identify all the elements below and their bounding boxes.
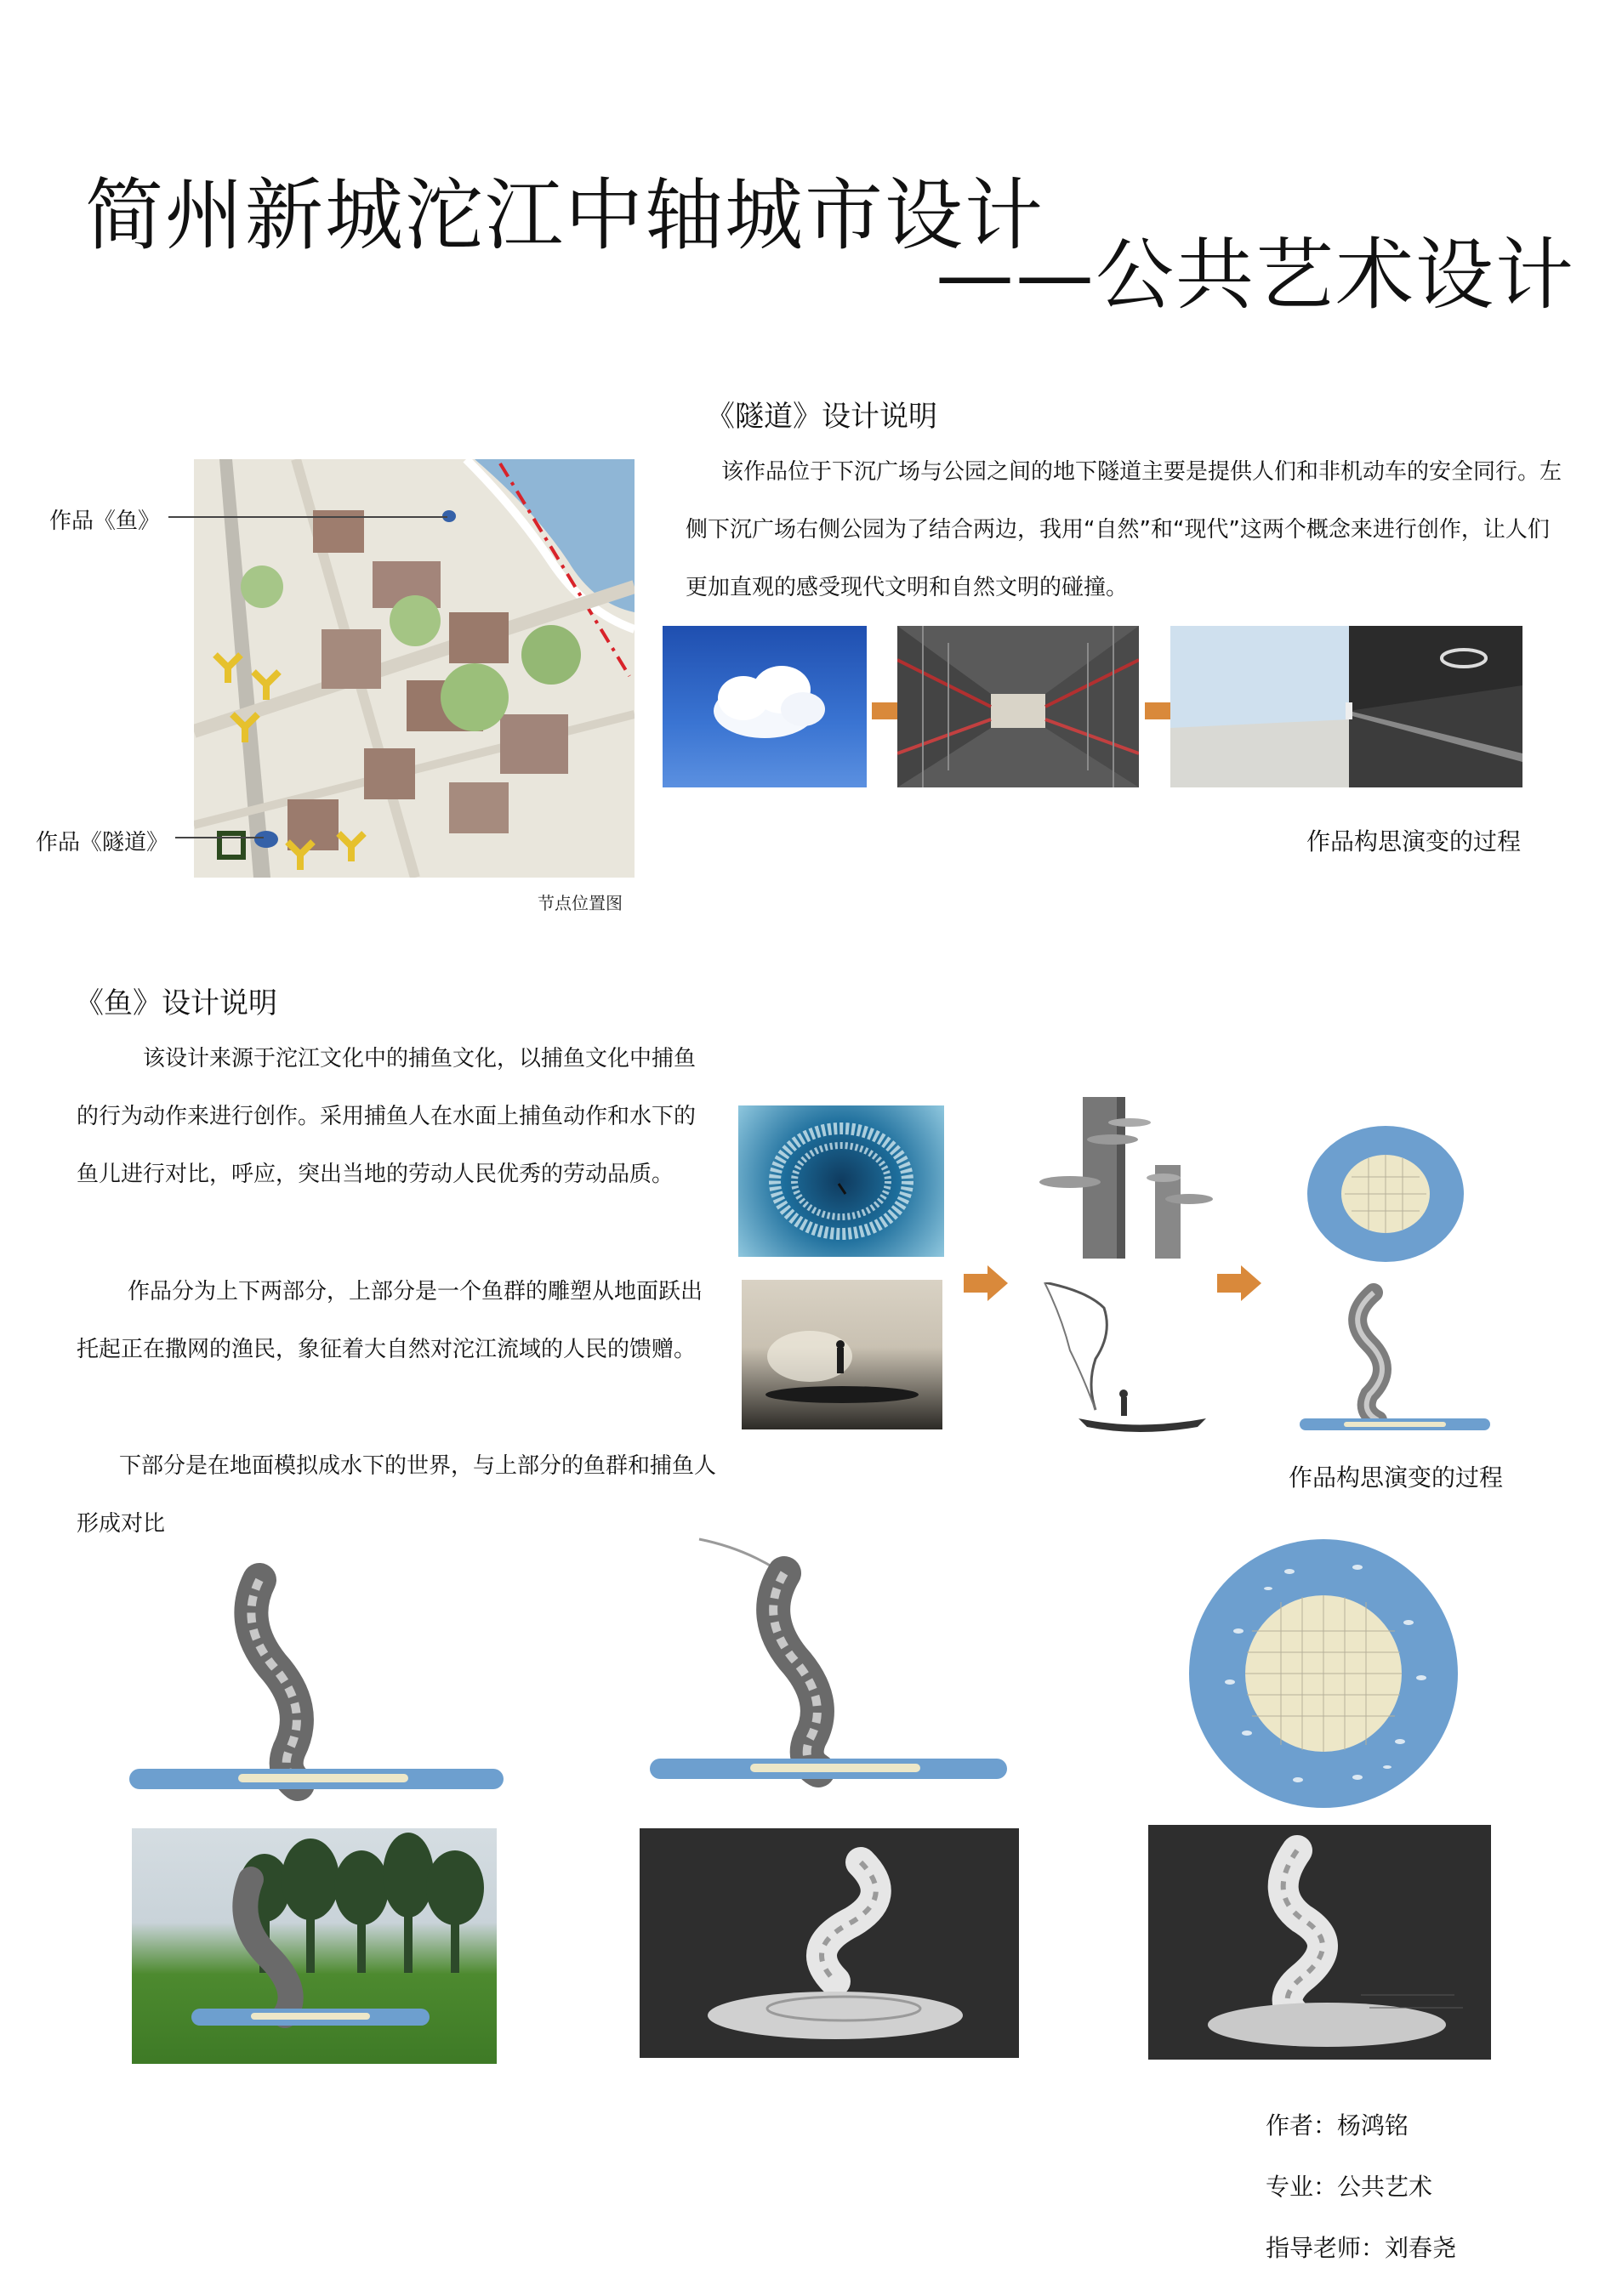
credit-advisor: 指导老师：刘春尧: [1266, 2234, 1457, 2262]
fish-paragraph-2: 作品分为上下两部分，上部分是一个鱼群的雕塑从地面跃出托起正在撒网的渔民，象征着大自然对沱江流域的人民的馈赠。: [77, 1279, 703, 1362]
process-arrow-icon: [964, 1274, 987, 1293]
credit-author: 作者：杨鸿铭: [1266, 2111, 1409, 2140]
plan-view-large: [1187, 1537, 1460, 1810]
page-subtitle: ——公共艺术设计: [936, 230, 1576, 321]
industrial-corridor-image: [897, 626, 1139, 787]
sculpture-3d-render-1: [640, 1828, 1019, 2058]
process-arrow-icon: [1241, 1265, 1261, 1301]
page-title: 简州新城沱江中轴城市设计: [85, 170, 1045, 261]
credit-major: 专业：公共艺术: [1266, 2173, 1433, 2201]
map-label-fish: 作品《鱼》: [49, 509, 161, 534]
tunnel-render-image: [1170, 626, 1522, 787]
tunnel-description: 该作品位于下沉广场与公园之间的地下隧道主要是提供人们和非机动车的安全同行。左侧下沉广场右侧公园为了结合两边，我用“自然”和“现代”这两个概念来进行创作，让人们更加直观的感受现代文明和自然文明的碰撞。: [686, 459, 1562, 600]
sculpture-3d-render-2: [1148, 1825, 1491, 2060]
fish-wall-sketch: [1036, 1097, 1223, 1259]
fish-paragraph-3: 下部分是在地面模拟成水下的世界，与上部分的鱼群和捕鱼人形成对比: [77, 1453, 717, 1537]
tunnel-process-caption: 作品构思演变的过程: [1306, 827, 1522, 855]
sky-cloud-image: [663, 626, 867, 787]
map-caption: 节点位置图: [538, 893, 623, 913]
fish-paragraph-1: 该设计来源于沱江文化中的捕鱼文化，以捕鱼文化中捕鱼的行为动作来进行创作。采用捕鱼人在水面上捕鱼动作和水下的鱼儿进行对比，呼应，突出当地的劳动人民优秀的劳动品质。: [77, 1046, 697, 1187]
process-arrow-icon: [987, 1265, 1008, 1301]
fish-school-photo: [738, 1105, 944, 1257]
process-arrow-icon: [872, 702, 897, 719]
sculpture-on-lawn-render: [132, 1828, 497, 2064]
process-arrow-icon: [1145, 702, 1170, 719]
sculpture-elevation-2: [648, 1531, 1009, 1790]
process-arrow-icon: [1217, 1274, 1241, 1293]
fish-process-caption: 作品构思演变的过程: [1289, 1463, 1504, 1492]
sculpture-elevation-1: [128, 1563, 505, 1801]
plan-view-small: [1306, 1124, 1465, 1265]
fish-heading: 《鱼》设计说明: [75, 986, 277, 1020]
map-label-tunnel: 作品《隧道》: [36, 830, 169, 855]
fisherman-sketch: [1036, 1282, 1225, 1435]
tunnel-heading: 《隧道》设计说明: [706, 400, 937, 434]
fisherman-photo: [742, 1280, 942, 1429]
sculpture-sketch-small: [1293, 1276, 1497, 1433]
